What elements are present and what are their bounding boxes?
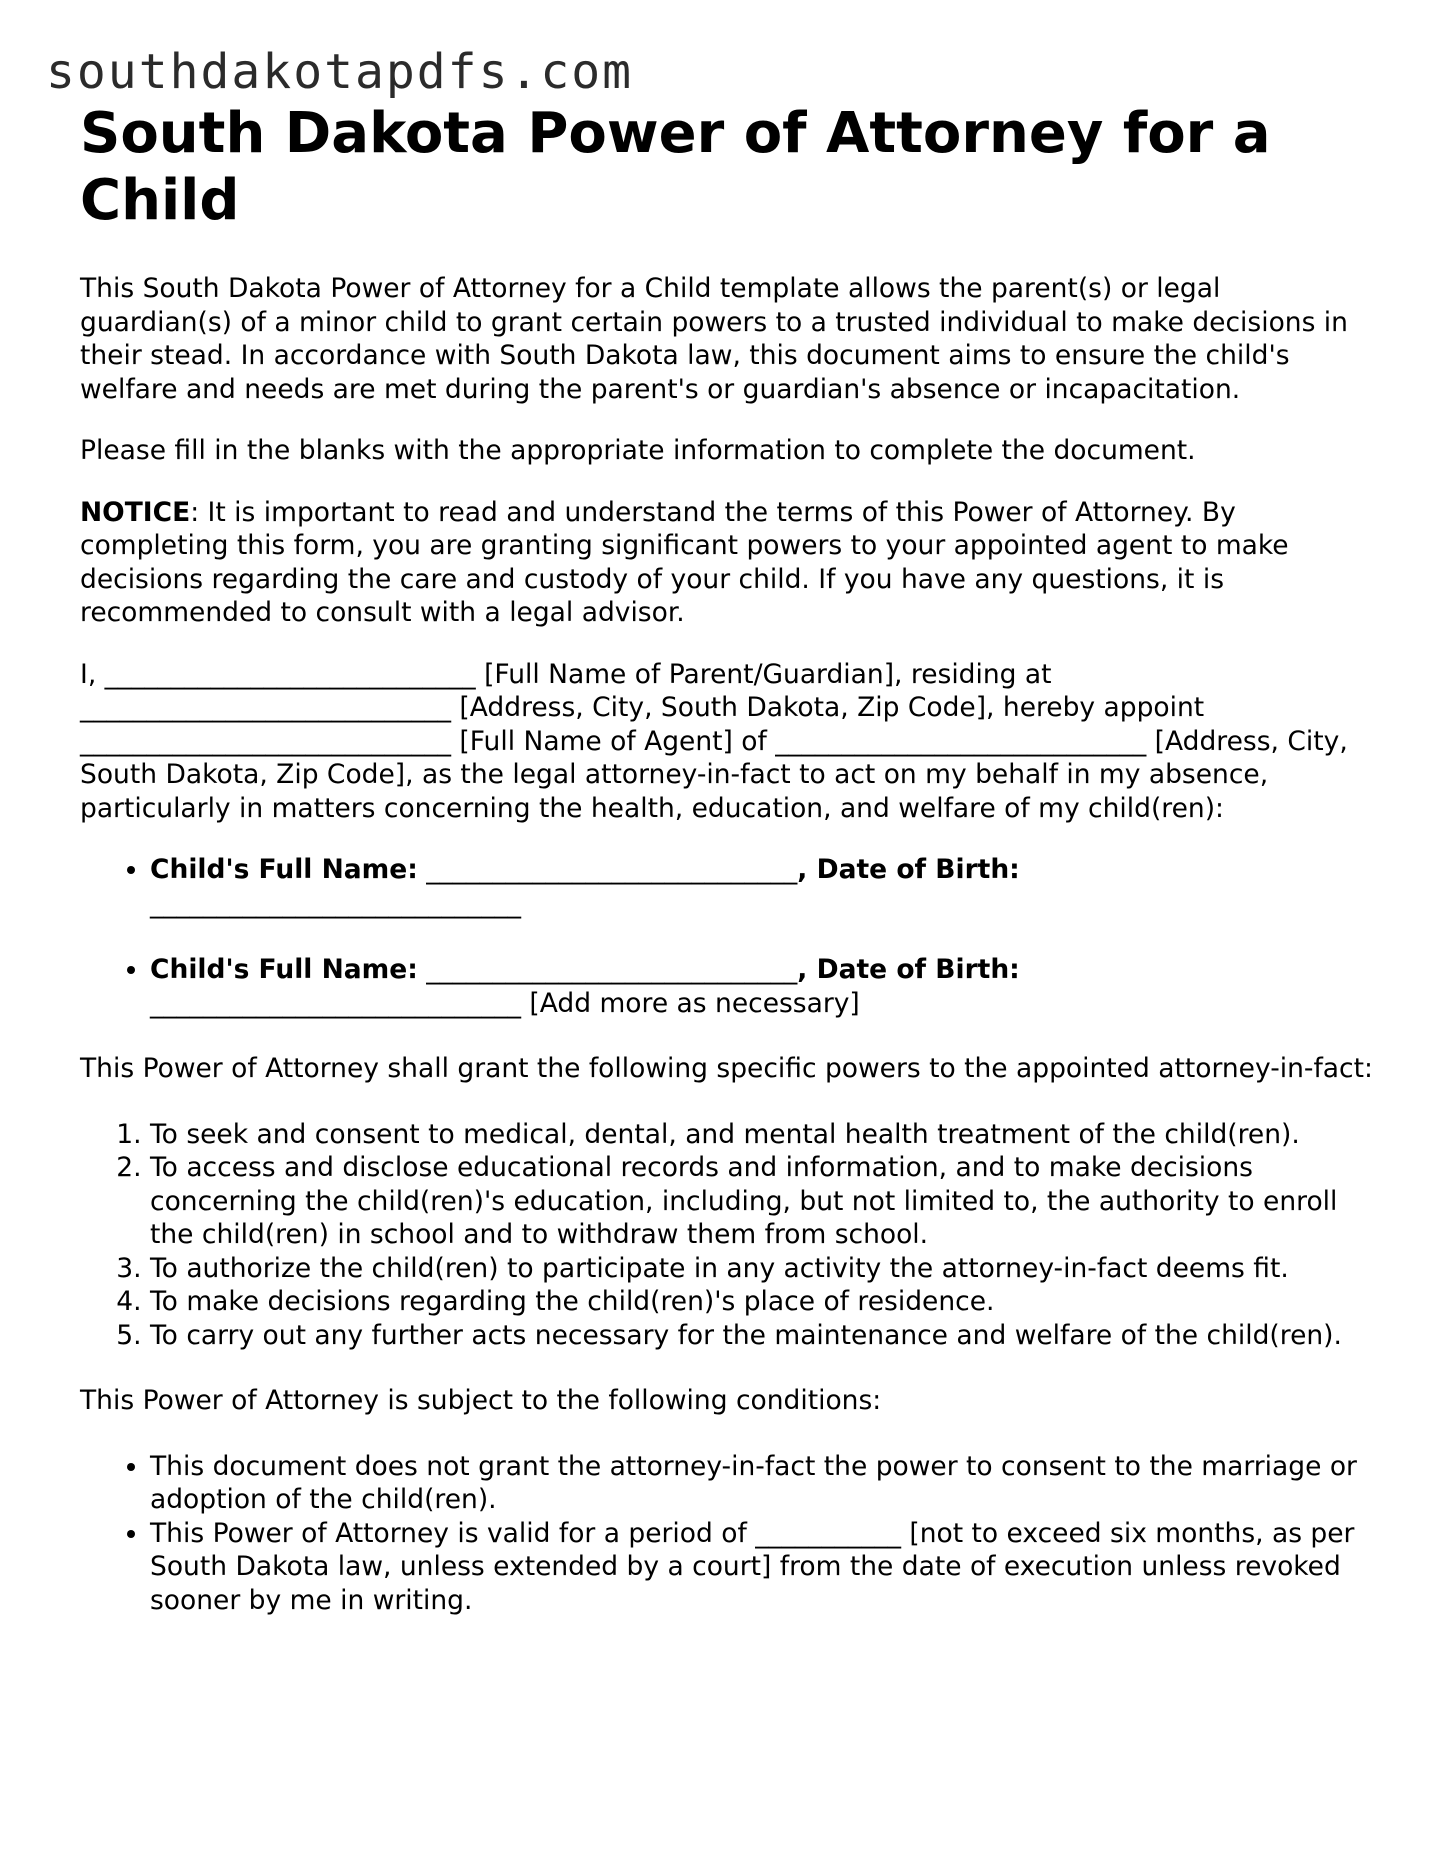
document-page xyxy=(80,100,1375,1645)
instruction-paragraph: Please fill in the blanks with the appropriate information to complete the document. xyxy=(80,435,1196,466)
child-entry xyxy=(150,953,1375,1020)
powers-list xyxy=(80,1118,1375,1353)
child-name-label: Child's Full Name: xyxy=(150,954,418,985)
condition-item: • This document does not grant the attorney-in-fact the power to consent to the marriage or adoption of the child(ren). xyxy=(150,1450,1375,1517)
conditions-list xyxy=(80,1450,1375,1618)
child-name-label: Child's Full Name: xyxy=(150,854,418,885)
conditions-intro: This Power of Attorney is subject to the following conditions: xyxy=(80,1385,882,1416)
condition-item: • This Power of Attorney is valid for a period of ___________ [not to exceed six months, as per South Dakota law, unless extended by a court] from the date of execution unless revoked sooner by me in writing. xyxy=(150,1517,1375,1618)
child-name-blank: ____________________________ xyxy=(417,854,798,885)
site-watermark: southdakotapdfs.com xyxy=(46,44,634,100)
appointment-paragraph: I, ____________________________ [Full Name of Parent/Guardian], residing at ____________________________ [Address, City, South Dakota, Zip Code], hereby appoint ____________________________ [Full Name of Agent] of ____________________________ [Address, City, South Dakota, Zip Code], as the legal attorney-in-fact to act on my behalf in my absence, particularly in matters concerning the health, education, and welfare of my child(ren): xyxy=(80,658,1348,824)
add-more-note: [Add more as necessary] xyxy=(521,987,860,1019)
notice-label: NOTICE xyxy=(80,496,191,528)
child-dob-label: , Date of Birth: xyxy=(797,954,1020,985)
intro-paragraph: This South Dakota Power of Attorney for a Child template allows the parent(s) or legal guardian(s) of a minor child to grant certain powers to a trusted individual to make decisions in their stead. In accordance with South Dakota law, this document aims to ensure the child's welfare and needs are met during the parent's or guardian's absence or incapacitation. xyxy=(80,273,1348,405)
child-name-blank: ____________________________ xyxy=(417,954,798,985)
child-entry xyxy=(150,853,1375,920)
power-item: 5. To carry out any further acts necessary for the maintenance and welfare of the child(ren). xyxy=(150,1319,1375,1353)
power-item: 1. To seek and consent to medical, dental, and mental health treatment of the child(ren). xyxy=(150,1118,1375,1152)
power-item: 2. To access and disclose educational records and information, and to make decisions concerning the child(ren)'s education, including, but not limited to, the authority to enroll the child(ren) in school and to withdraw them from school. xyxy=(150,1151,1375,1252)
document-title: South Dakota Power of Attorney for a Child xyxy=(80,101,1271,233)
child-dob-label: , Date of Birth: xyxy=(797,854,1020,885)
power-item: 3. To authorize the child(ren) to participate in any activity the attorney-in-fact deems fit. xyxy=(150,1252,1375,1286)
child-dob-blank: ____________________________ xyxy=(150,987,521,1019)
child-dob-blank: ____________________________ xyxy=(150,887,521,919)
power-item: 4. To make decisions regarding the child(ren)'s place of residence. xyxy=(150,1285,1375,1319)
notice-paragraph xyxy=(80,496,1375,630)
notice-text: : It is important to read and understand the terms of this Power of Attorney. By completing this form, you are granting significant powers to your appointed agent to make decisions regarding the care and custody of your child. If you have any questions, it is recommended to consult with a legal advisor. xyxy=(80,496,1289,628)
powers-intro: This Power of Attorney shall grant the following specific powers to the appointed attorney-in-fact: xyxy=(80,1053,1373,1084)
children-list xyxy=(80,853,1375,1020)
